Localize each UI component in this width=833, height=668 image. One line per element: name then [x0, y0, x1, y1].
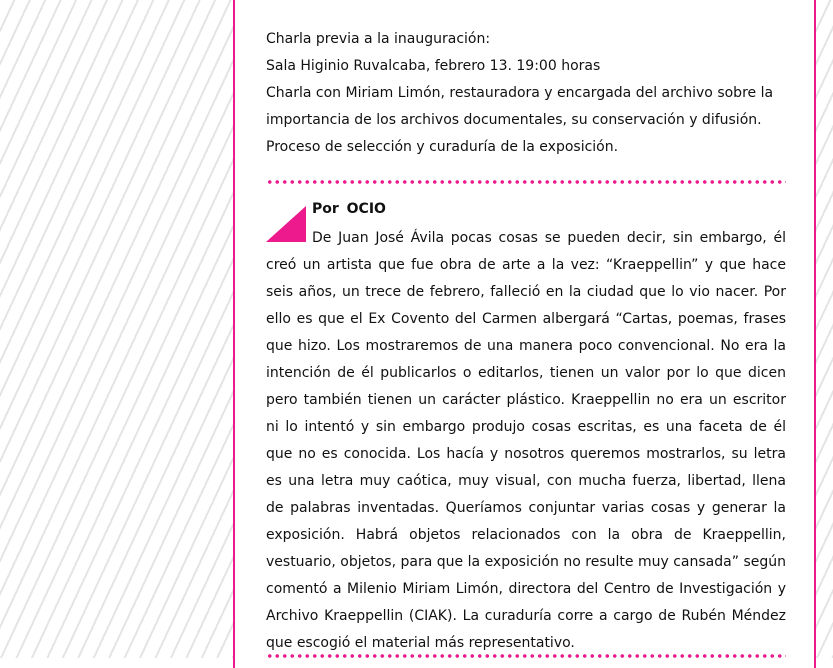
right-striped-background [816, 0, 833, 658]
section-title: Por OCIO [312, 201, 386, 217]
article-body: De Juan José Ávila pocas cosas se pueden decir, sin embargo, él creó un artista que fue obra de arte a la vez: “Kraeppellin” y que hace seis años, un trece de febrero, falleció en la ciudad que lo vio nacer. Por ello es que el Ex Covento del Carmen albergará “Cartas, poemas, frases que hizo. Los mostraremos de una manera poco convencional. No era la intención de él publicarlos o editarlos, tienen un valor por lo que dicen pero también tienen un carácter plástico. Kraeppellin no era un escritor ni lo intentó y sin embargo produjo cosas escritas, es una faceta de él que no es conocida. Los hacía y nosotros queremos mostrarlos, su letra es una letra muy caótica, muy visual, con mucha fuerza, libertad, llena de palabras inventadas. Queríamos conjuntar varias cosas y generar la exposición. Habrá objetos relacionados con la obra de Kraeppellin, vestuario, objetos, para que la exposición no resulte muy cansada” según comentó a Milenio Miriam Limón, directora del Centro de Investigación y Archivo Kraeppellin (CIAK). La curaduría corre a cargo de Rubén Méndez que escogió el material más representativo. [266, 230, 786, 651]
intro-block [266, 26, 786, 161]
intro-description: Charla con Miriam Limón, restauradora y encargada del archivo sobre la importancia de los archivos documentales, su conservación y difusión. Proceso de selección y curaduría de la exposición. [266, 85, 774, 155]
dotted-divider-bottom [266, 654, 786, 658]
dotted-divider-top [266, 180, 786, 184]
intro-venue-date: Sala Higinio Ruvalcaba, febrero 13. 19:00 horas [266, 58, 601, 74]
intro-heading: Charla previa a la inauguración: [266, 31, 491, 47]
article-panel [233, 0, 816, 668]
left-striped-background [0, 0, 233, 658]
